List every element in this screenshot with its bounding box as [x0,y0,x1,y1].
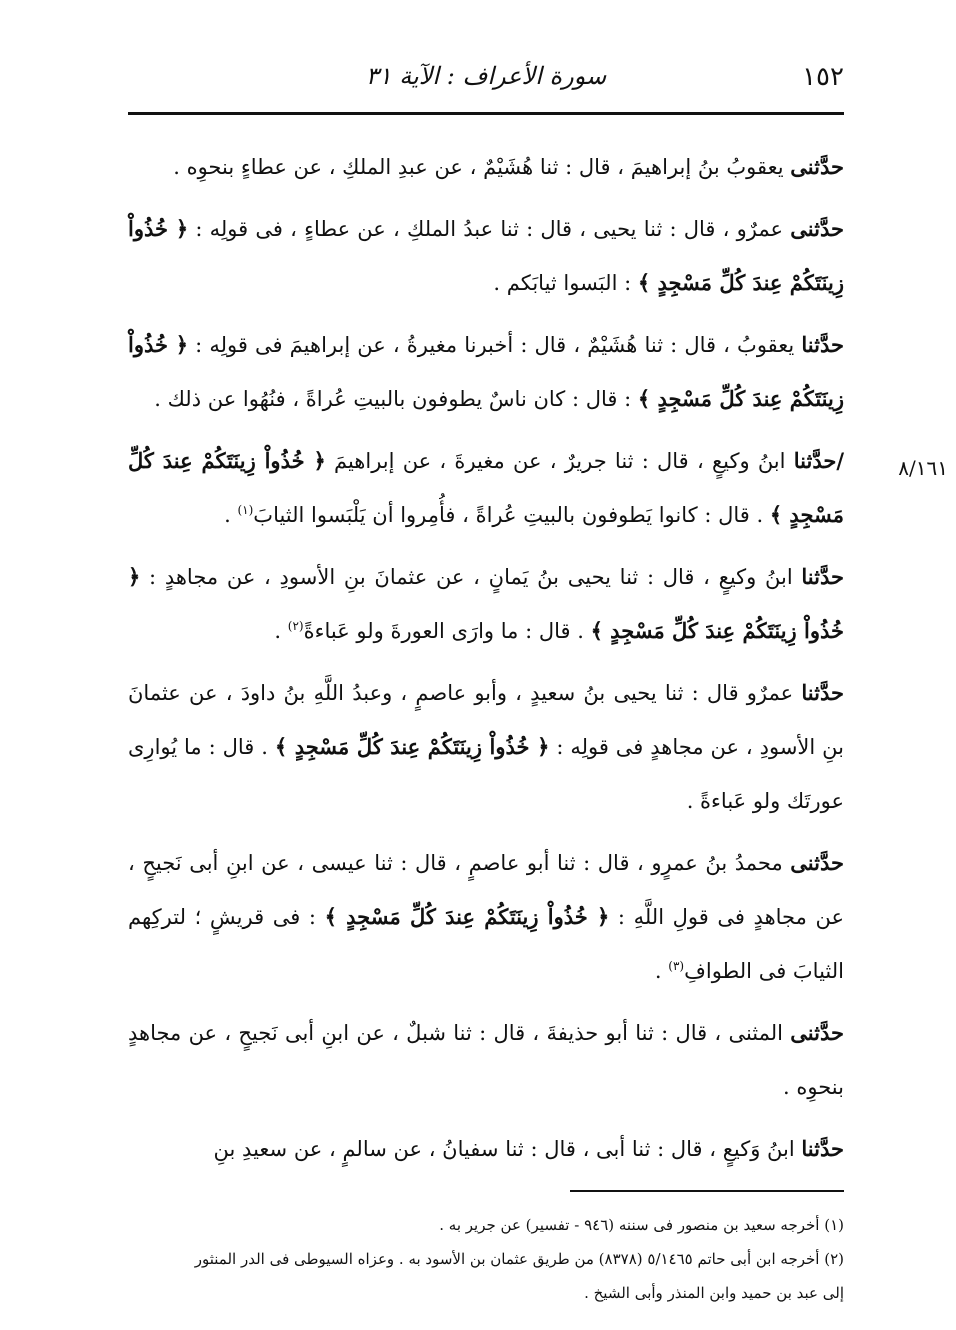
paragraph-text: عمرٌو ، قال : ثنا يحيى ، قال : ثنا عبدُ الملكِ ، عن عطاءٍ ، فى قولِه : [195,217,784,241]
paragraph-text: المثنى ، قال : ثنا أبو حذيفةَ ، قال : ثنا شبلٌ ، عن ابنِ أبى نَجيحٍ ، عن مجاهدٍ بنحوِه . [128,1021,844,1099]
paragraph-tail: . قال : ما يُوارِى عورتَك ولو عَباءةً . [128,735,844,813]
paragraph-lead: حدَّثنا [801,1136,844,1161]
paragraph-text: يعقوبُ ، قال : ثنا هُشَيْمٌ ، قال : أخبرنا مغيرةُ ، عن إبراهيمَ فى قولِه : [195,333,795,357]
paragraph-text: ابنُ وكيعٍ ، قال : ثنا جريرٌ ، عن مغيرةَ ، عن إبراهيمَ [333,449,786,473]
quran-verse: ﴿ خُذُواْ زِينَتَكُمْ عِندَ كُلِّ مَسْجِدٍ ﴾ [128,448,844,527]
margin-reference: ٨/١٦١ [898,456,948,480]
quran-verse: ﴿ خُذُواْ زِينَتَكُمْ عِندَ كُلِّ مَسْجِدٍ ﴾ [128,564,844,643]
paragraph-lead: حدَّثنا [801,332,844,357]
footnote-reference[interactable]: (٢) [287,619,304,633]
footnote-2-continued: إلى عبد بن حميد وابن المنذر وأبى الشيخ . [584,1284,844,1302]
footnote-rule [570,1190,844,1192]
footnotes [128,1208,844,1310]
paragraph-lead: حدَّثنى [790,1020,844,1045]
quran-verse: ﴿ خُذُواْ زِينَتَكُمْ عِندَ كُلِّ مَسْجِدٍ ﴾ [128,216,844,295]
paragraph-5 [128,550,844,658]
header-rule [128,112,844,115]
paragraph-lead: حدَّثنا [801,680,844,705]
running-title: سورة الأعراف : الآية ٣١ [365,62,607,90]
footnote-reference[interactable]: (١) [237,503,254,517]
paragraph-3 [128,318,844,426]
paragraph-end: . [654,959,662,983]
paragraph-6 [128,666,844,828]
footnote-2: (٢) أخرجه ابن أبى حاتم ٥/١٤٦٥ (٨٣٧٨) من طريق عثمان بن الأسود به . وعزاه السيوطى فى الدر المنثور [194,1250,844,1268]
page-number: ١٥٢ [802,62,844,92]
paragraph-lead: حدَّثنى [790,216,844,241]
paragraph-lead: حدَّثنى [790,850,844,875]
paragraph-text: يعقوبُ بنُ إبراهيمَ ، قال : ثنا هُشَيْمٌ ، عن عبدِ الملكِ ، عن عطاءٍ بنحوِه . [173,155,784,179]
paragraph-2 [128,202,844,310]
footnote-1: (١) أخرجه سعيد بن منصور فى سننه (٩٤٦ - تفسير) عن جرير به . [439,1216,844,1234]
paragraph-1 [128,140,844,194]
paragraph-tail: : فى قريشٍ ؛ لتركِهم الثيابَ فى الطوافِ [128,905,844,983]
paragraph-9 [128,1122,844,1176]
page-header [128,56,844,106]
body-text [128,140,844,1184]
paragraph-text: محمدُ بنُ عمرٍو ، قال : ثنا أبو عاصمٍ ، قال : ثنا عيسى ، عن ابنِ أبى نَجيحٍ ، عن مجاهدٍ فى قولِ اللَّهِ : [128,851,844,929]
paragraph-end: . [274,619,282,643]
paragraph-tail: . قال : ما وارَى العورةَ ولو عَباءةً [303,619,584,643]
quran-verse: ﴿ خُذُواْ زِينَتَكُمْ عِندَ كُلِّ مَسْجِدٍ ﴾ [128,332,844,411]
quran-verse: ﴿ خُذُواْ زِينَتَكُمْ عِندَ كُلِّ مَسْجِدٍ ﴾ [274,734,550,759]
footnote-reference[interactable]: (٣) [668,959,685,973]
paragraph-tail: . قال : كانوا يَطوفون بالبيتِ عُراةً ، فأُمِروا أن يَلْبَسوا الثيابَ [253,503,764,527]
paragraph-7 [128,836,844,998]
paragraph-tail: : قال : كان ناسٌ يطوفون بالبيتِ عُراةً ، فنُهُوا عن ذلك . [154,387,632,411]
paragraph-4 [128,434,844,542]
paragraph-text: عمرٌو قال : ثنا يحيى بنُ سعيدٍ ، وأبو عاصمٍ ، وعبدُ اللَّهِ بنُ داودَ ، عن عثمانَ بنِ الأسودِ ، عن مجاهدٍ فى قولِه : [128,681,844,759]
paragraph-8 [128,1006,844,1114]
paragraph-tail: : البَسوا ثيابَكم . [493,271,632,295]
paragraph-lead: /حدَّثنا [793,448,844,473]
paragraph-lead: حدَّثنا [801,564,844,589]
paragraph-lead: حدَّثنى [790,154,844,179]
paragraph-text: ابنُ وكيعٍ ، قال : ثنا يحيى بنُ يَمانٍ ، عن عثمانَ بنِ الأسودِ ، عن مجاهدٍ : [149,565,793,589]
quran-verse: ﴿ خُذُواْ زِينَتَكُمْ عِندَ كُلِّ مَسْجِدٍ ﴾ [324,904,610,929]
paragraph-text: ابنُ وَكيعٍ ، قال : ثنا أبى ، قال : ثنا سفيانُ ، عن سالمٍ ، عن سعيدِ بنِ [213,1137,795,1161]
paragraph-end: . [224,503,231,527]
